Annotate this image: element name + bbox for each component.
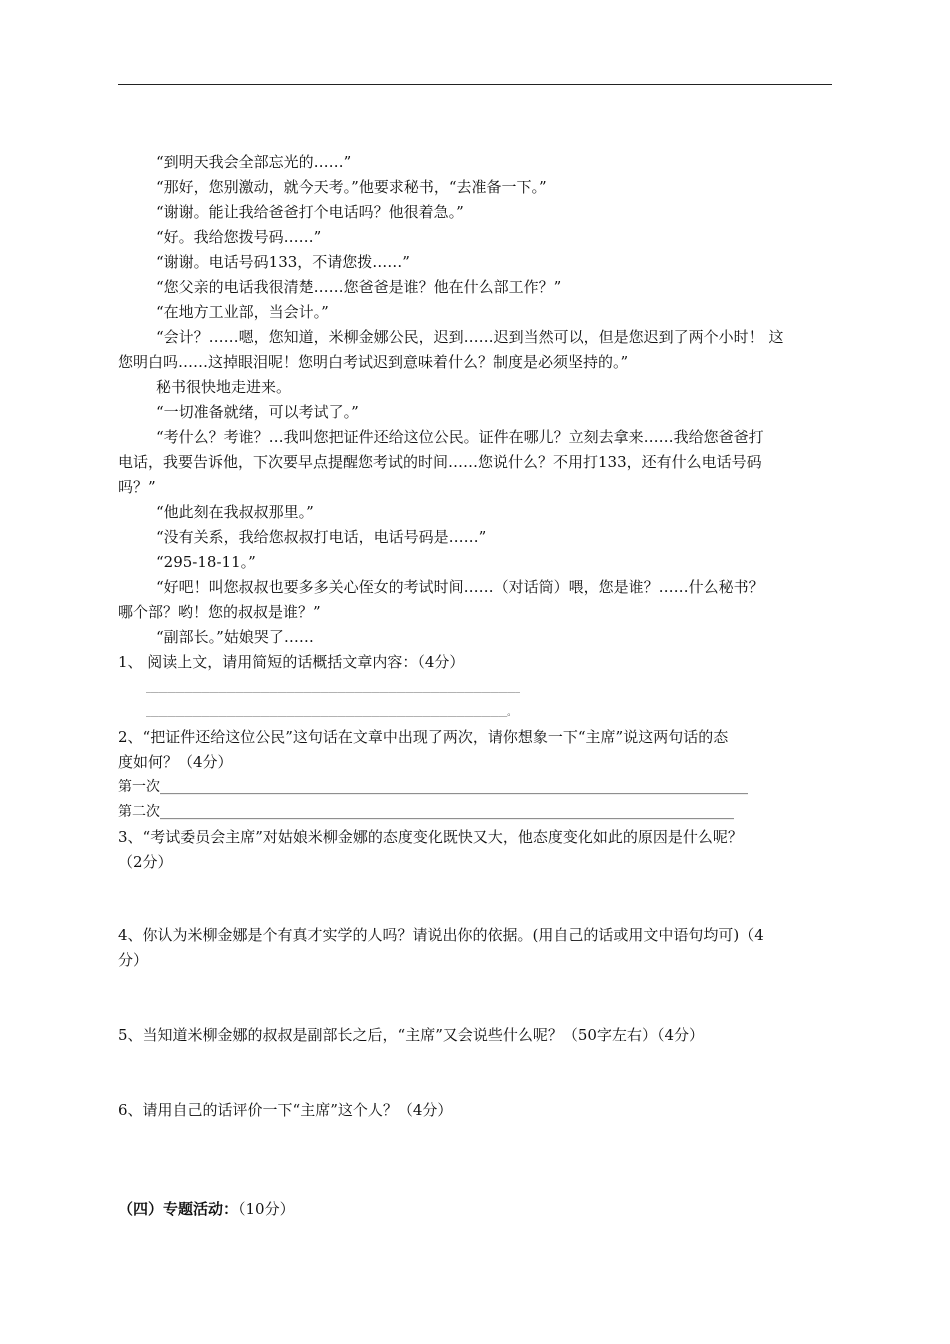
text-line: “295-18-11。”: [156, 553, 256, 571]
text-line: “会计？……嗯，您知道，米柳金娜公民，迟到……迟到当然可以，但是您迟到了两个小时！ 这: [156, 328, 784, 346]
answer-second: 第二次__________________________________________________________________________________: [118, 804, 734, 820]
section-title: （四）专题活动：: [118, 1200, 239, 1218]
question-5: 5、当知道米柳金娜的叔叔是副部长之后，“主席”又会说些什么呢？（50字左右）（4分）: [118, 1026, 705, 1044]
text-line: “好吧！叫您叔叔也要多多关心侄女的考试时间……（对话筒）喂，您是谁？……什么秘书？: [156, 578, 764, 596]
question-2: 2、“把证件还给这位公民”这句话在文章中出现了两次，请你想象一下“主席”说这两句话的态: [118, 728, 729, 746]
text-line: “考什么？考谁？…我叫您把证件还给这位公民。证件在哪儿？立刻去拿来……我给您爸爸打: [156, 428, 764, 446]
text-line: “好。我给您拨号码……”: [156, 228, 322, 246]
text-line: “到明天我会全部忘光的……”: [156, 153, 352, 171]
question-2-cont: 度如何？（4分）: [118, 753, 233, 771]
answer-line: _____________________________________________________________________________________。: [146, 708, 516, 718]
text-line: 吗？”: [118, 478, 156, 496]
question-1: 1、 阅读上文，请用简短的话概括文章内容：（4分）: [118, 653, 465, 671]
text-line: “没有关系，我给您叔叔打电话，电话号码是……”: [156, 528, 487, 546]
text-line: “副部长。”姑娘哭了……: [156, 628, 314, 646]
text-line: “在地方工业部，当会计。”: [156, 303, 329, 321]
text-line: “那好，您别激动，就今天考。”他要求秘书，“去准备一下。”: [156, 178, 547, 196]
text-line: 哪个部？哟！您的叔叔是谁？”: [118, 603, 321, 621]
text-line: “谢谢。能让我给爸爸打个电话吗？他很着急。”: [156, 203, 464, 221]
section-score: （10分）: [238, 1200, 295, 1218]
text-line: 您明白吗……这掉眼泪呢！您明白考试迟到意味着什么？制度是必须坚持的。”: [118, 353, 629, 371]
text-line: 电话，我要告诉他，下次要早点提醒您考试的时间……您说什么？不用打133，还有什么电话号码: [118, 453, 762, 471]
question-3-cont: （2分）: [118, 853, 173, 871]
question-4-cont: 分）: [118, 951, 149, 969]
text-line: “一切准备就绪，可以考试了。”: [156, 403, 359, 421]
question-4: 4、你认为米柳金娜是个有真才实学的人吗？请说出你的依据。(用自己的话或用文中语句均可)（4: [118, 926, 764, 944]
answer-first: 第一次____________________________________________________________________________________: [118, 779, 748, 795]
text-line: “谢谢。电话号码133，不请您拨……”: [156, 253, 410, 271]
text-line: “他此刻在我叔叔那里。”: [156, 503, 314, 521]
text-line: 秘书很快地走进来。: [156, 378, 292, 396]
header-rule: [118, 84, 832, 85]
question-6: 6、请用自己的话评价一下“主席”这个人？（4分）: [118, 1101, 453, 1119]
text-line: “您父亲的电话我很清楚……您爸爸是谁？他在什么部工作？”: [156, 278, 562, 296]
section-heading: [118, 1199, 295, 1219]
answer-line: ________________________________________________________________________________________: [146, 684, 520, 694]
question-3: 3、“考试委员会主席”对姑娘米柳金娜的态度变化既快又大，他态度变化如此的原因是什么呢？: [118, 828, 743, 846]
